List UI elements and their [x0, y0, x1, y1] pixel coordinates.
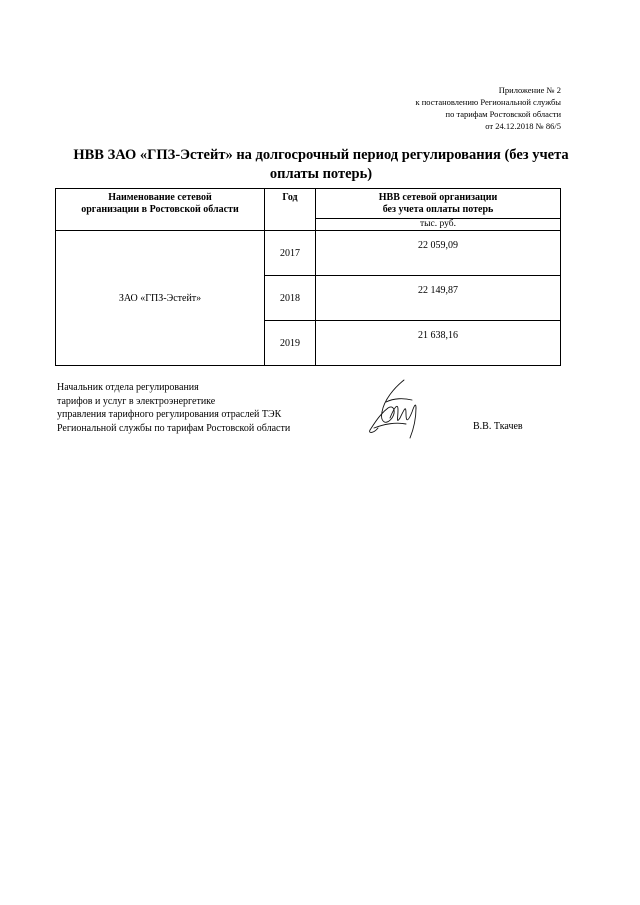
signature-image: [360, 378, 430, 442]
appendix-line: по тарифам Ростовской области: [445, 109, 561, 119]
signer-line: тарифов и услуг в электроэнергетике: [57, 395, 216, 407]
signer-name: В.В. Ткачев: [473, 421, 523, 432]
title-line: НВВ ЗАО «ГПЗ-Эстейт» на долгосрочный период регулирования (без учета: [73, 147, 569, 163]
table-header-row: [56, 189, 561, 219]
appendix-note: [415, 84, 561, 132]
header-nvv: [316, 189, 561, 219]
title-line: оплаты потерь): [269, 166, 373, 182]
header-text: НВВ сетевой организации: [378, 192, 498, 203]
header-text: Наименование сетевой: [108, 192, 212, 203]
signer-line: Начальник отдела регулирования: [57, 382, 199, 393]
value-cell: 21 638,16: [316, 321, 561, 366]
header-unit: тыс. руб.: [316, 219, 561, 231]
signer-position: [57, 381, 290, 435]
value-cell: 22 059,09: [316, 231, 561, 276]
value-cell: 22 149,87: [316, 276, 561, 321]
header-text: без учета оплаты потерь: [382, 204, 494, 215]
appendix-line: от 24.12.2018 № 86/5: [485, 121, 561, 131]
year-cell: 2019: [265, 321, 316, 366]
header-year: [265, 189, 316, 231]
signer-line: управления тарифного регулирования отраслей ТЭК: [57, 409, 282, 420]
year-cell: 2018: [265, 276, 316, 321]
document-title: [56, 146, 586, 184]
header-text: Год: [282, 192, 298, 203]
appendix-line: Приложение № 2: [498, 85, 561, 95]
organization-cell: ЗАО «ГПЗ-Эстейт»: [56, 231, 265, 366]
table-row: [56, 231, 561, 276]
year-cell: 2017: [265, 231, 316, 276]
header-text: организации в Ростовской области: [81, 204, 239, 215]
appendix-line: к постановлению Региональной службы: [415, 97, 561, 107]
header-organization: [56, 189, 265, 231]
signer-line: Региональной службы по тарифам Ростовской области: [57, 422, 291, 434]
nvv-table: [55, 188, 561, 366]
